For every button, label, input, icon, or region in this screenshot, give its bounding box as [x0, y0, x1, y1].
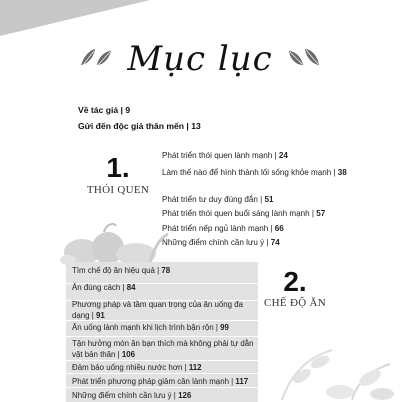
section-2-name: CHẾ ĐỘ ĂN	[264, 297, 326, 309]
intro-item-author[interactable]: Về tác giả | 9	[78, 105, 131, 115]
section-2-number: 2.	[283, 266, 307, 297]
divider	[66, 336, 258, 337]
toc-item[interactable]: Đảm bảo uống nhiều nước hơn | 112	[72, 363, 202, 372]
toc-item[interactable]: Những điểm chính cần lưu ý | 126	[72, 391, 192, 400]
toc-item[interactable]: Ăn uống lành mạnh khi lịch trình bận rộn | 99	[72, 323, 229, 332]
intro-item-readers[interactable]: Gửi đến độc giả thân mến | 13	[78, 121, 201, 131]
toc-item[interactable]: Ăn đúng cách | 84	[72, 283, 136, 292]
leaf-right-icon	[287, 45, 321, 74]
toc-item[interactable]: Tận hưởng món ăn bạn thích mà không phải tự dằn vặt bản thân | 106	[72, 339, 254, 359]
toc-item[interactable]: Phát triển nếp ngủ lành mạnh | 66	[162, 224, 284, 233]
section-1-number: 1.	[106, 152, 130, 183]
toc-item[interactable]: Phát triển thói quen lành mạnh | 24	[162, 151, 288, 160]
vegetables-illustration	[60, 222, 170, 266]
divider	[66, 360, 258, 361]
toc-item[interactable]: Làm thế nào để hình thành lối sống khỏe mạnh | 38	[162, 168, 347, 177]
toc-item[interactable]: Những điểm chính cần lưu ý | 74	[162, 238, 280, 247]
title-row	[0, 34, 400, 84]
toc-item[interactable]: Phát triển thói quen buổi sáng lành mạnh | 57	[162, 209, 326, 218]
toc-item[interactable]: Phát triển phương pháp giảm cân lành mạnh | 117	[72, 377, 249, 386]
plants-illustration	[262, 330, 398, 400]
toc-item[interactable]: Phát triển tư duy đúng đắn | 51	[162, 195, 274, 204]
corner-decoration	[0, 0, 150, 36]
section-1-name: THÓI QUEN	[86, 184, 150, 196]
page-title: Mục lục	[127, 39, 273, 79]
toc-item[interactable]: Phương pháp và tầm quan trọng của ăn uống đa dạng | 91	[72, 300, 244, 320]
leaf-left-icon	[79, 45, 113, 74]
toc-item[interactable]: Tìm chế độ ăn hiệu quả | 78	[72, 266, 171, 275]
